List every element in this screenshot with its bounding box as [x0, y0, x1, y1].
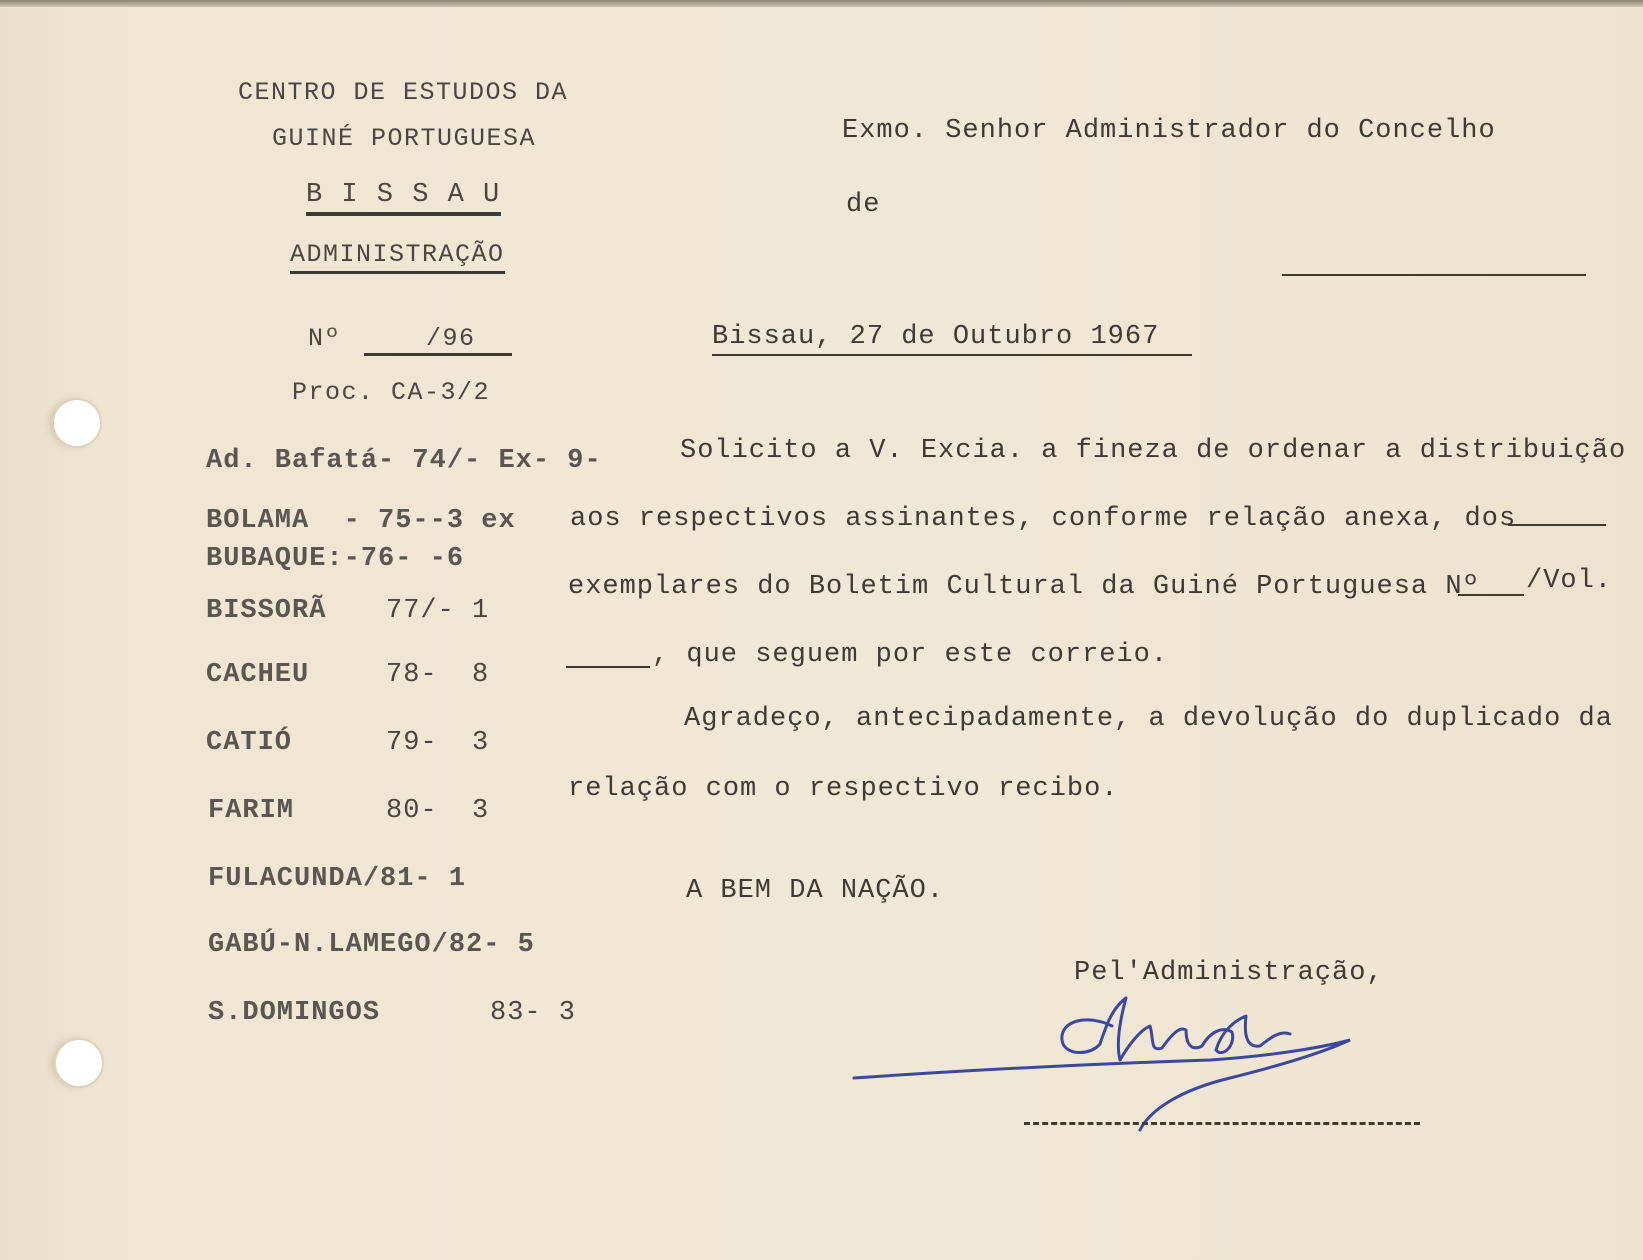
number-value: /96: [426, 324, 476, 353]
recipient-blank-line: [1282, 274, 1586, 276]
copies-blank-line: [1508, 524, 1606, 526]
org-city: B I S S A U: [306, 180, 501, 216]
punch-hole-top: [54, 400, 100, 446]
number-label: Nº: [308, 324, 342, 353]
recipient-line-2: de: [846, 190, 881, 220]
number-underline: [364, 353, 512, 356]
org-line-1: CENTRO DE ESTUDOS DA: [238, 78, 569, 107]
list-item-sdomingos-entry: 83- 3: [490, 998, 577, 1028]
list-item-bolama: BOLAMA - 75--3 ex: [206, 506, 516, 536]
date-line: Bissau, 27 de Outubro 1967: [712, 322, 1192, 356]
list-item-cacheu-entry: 78- 8: [386, 660, 490, 690]
issue-number-blank-line: [1458, 594, 1524, 596]
list-item-gabu: GABÚ-N.LAMEGO/82- 5: [208, 930, 535, 960]
recipient-line-1: Exmo. Senhor Administrador do Concelho: [842, 116, 1496, 146]
body-paragraph-1-line-2: aos respectivos assinantes, conforme relação anexa, dos: [570, 504, 1517, 534]
signature-scribble: [850, 990, 1420, 1140]
list-item-bissora-entry: 77/- 1: [386, 596, 490, 626]
list-item-catio-entry: 79- 3: [386, 728, 490, 758]
department-title: ADMINISTRAÇÃO: [290, 240, 505, 274]
process-reference: Proc. CA-3/2: [292, 378, 491, 407]
page-top-edge: [0, 0, 1643, 7]
list-item-bafata: Ad. Bafatá- 74/- Ex- 9-: [206, 446, 602, 476]
list-item-farim-place: FARIM: [208, 796, 295, 826]
list-item-farim-entry: 80- 3: [386, 796, 490, 826]
signature-line: [1024, 1122, 1420, 1125]
body-paragraph-1-line-1: Solicito a V. Excia. a fineza de ordenar a distribuição: [680, 436, 1627, 466]
volume-label: /Vol.: [1526, 566, 1613, 596]
closing-salutation: A BEM DA NAÇÃO.: [686, 876, 945, 906]
body-paragraph-2-line-2: relação com o respectivo recibo.: [568, 774, 1119, 804]
list-item-fulacunda: FULACUNDA/81- 1: [208, 864, 467, 894]
list-item-bissora-place: BISSORÃ: [206, 596, 327, 626]
list-item-bubaque: BUBAQUE:-76- -6: [206, 544, 465, 574]
signature-label: Pel'Administração,: [1074, 958, 1384, 988]
list-item-catio-place: CATIÓ: [206, 728, 293, 758]
body-paragraph-1-line-3: exemplares do Boletim Cultural da Guiné Portuguesa Nº: [568, 572, 1480, 602]
body-paragraph-2-line-1: Agradeço, antecipadamente, a devolução do duplicado da: [684, 704, 1613, 734]
punch-hole-bottom: [56, 1040, 102, 1086]
org-line-2: GUINÉ PORTUGUESA: [272, 124, 537, 153]
list-item-cacheu-place: CACHEU: [206, 660, 310, 690]
volume-blank-line: [566, 666, 650, 668]
list-item-sdomingos-place: S.DOMINGOS: [208, 998, 381, 1028]
body-paragraph-1-line-4: , que seguem por este correio.: [652, 640, 1169, 670]
